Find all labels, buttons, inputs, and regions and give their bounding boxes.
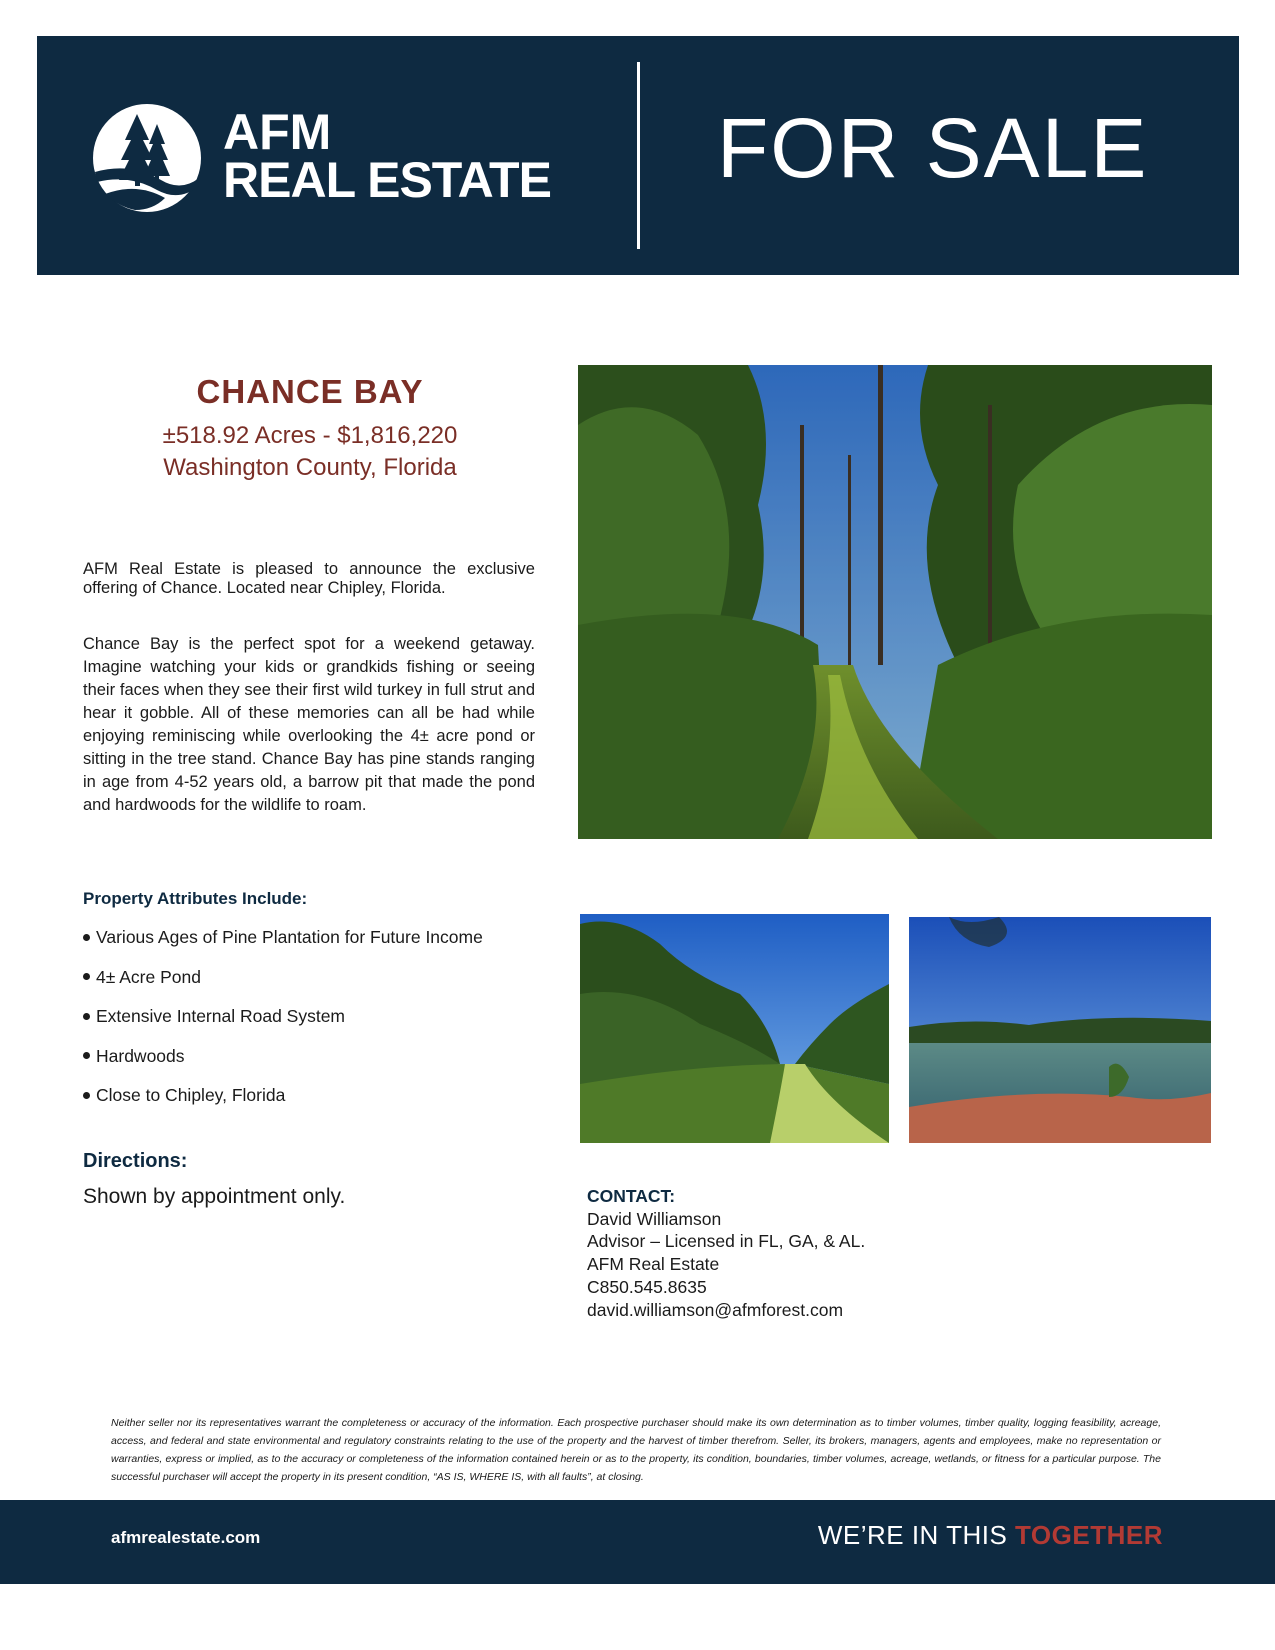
attribute-text: Extensive Internal Road System	[96, 1006, 346, 1026]
property-title-block	[80, 370, 540, 484]
contact-heading: CONTACT:	[587, 1186, 676, 1206]
bullet-dot-icon	[83, 934, 90, 941]
bullet-dot-icon	[83, 973, 90, 980]
directions-text: Shown by appointment only.	[83, 1185, 346, 1208]
attribute-text: Close to Chipley, Florida	[96, 1085, 286, 1105]
attribute-text: Various Ages of Pine Plantation for Future Income	[96, 927, 483, 947]
contact-title: Advisor – Licensed in FL, GA, & AL.	[587, 1231, 866, 1252]
bullet-dot-icon	[83, 1052, 90, 1059]
company-logo-text	[223, 104, 551, 208]
directions-heading: Directions:	[83, 1150, 188, 1172]
property-price: ±518.92 Acres - $1,816,220	[162, 422, 458, 449]
list-item	[83, 1004, 483, 1044]
list-item	[83, 925, 483, 965]
description-paragraph: Chance Bay is the perfect spot for a weekend getaway. Imagine watching your kids or grandkids fishing or seeing their faces when they see their first wild turkey in full strut and hear it gobble. All of these memories can all be had while enjoying reminiscing while overlooking the 4± acre pond or sitting in the tree stand. Chance Bay has pine stands ranging in age from 4-52 years old, a barrow pit that made the pond and hardwoods for the wildlife to roam.	[83, 635, 535, 814]
attributes-list	[83, 925, 483, 1123]
footer-bar	[0, 1500, 1275, 1584]
header-banner	[37, 36, 1239, 275]
list-item	[83, 965, 483, 1005]
contact-phone[interactable]: C850.545.8635	[587, 1276, 707, 1297]
pond-photo	[909, 917, 1211, 1143]
logo-line-1: AFM	[223, 104, 332, 160]
logo-line-2: REAL ESTATE	[223, 152, 551, 208]
property-location: Washington County, Florida	[163, 454, 457, 481]
for-sale-banner: FOR SALE	[717, 101, 1149, 195]
property-name: CHANCE BAY	[196, 373, 424, 410]
website-link[interactable]: afmrealestate.com	[111, 1528, 261, 1547]
pine-road-photo	[580, 914, 889, 1143]
footer-tagline	[818, 1520, 1163, 1551]
contact-email[interactable]: david.williamson@afmforest.com	[587, 1299, 844, 1320]
forest-trail-photo	[578, 365, 1212, 839]
list-item	[83, 1083, 483, 1123]
legal-disclaimer: Neither seller nor its representatives warrant the completeness or accuracy of the information. Each prospective purchaser should make its own determination as to timber volumes, timber quality, logging feasibility, acreage, access, and federal and state environmental and regulatory constraints relating to the use of the property and the harvest of timber therefrom. Seller, its brokers, managers, agents and employees, make no representation or warranties, express or implied, as to the accuracy or completeness of the information contained herein or as to the property, its condition, boundaries, timber volumes, acreage, wetlands, or fitness for a particular purpose. The successful purchaser will accept the property in its present condition, “AS IS, WHERE IS, with all faults”, at closing.	[111, 1417, 1161, 1483]
bullet-dot-icon	[83, 1013, 90, 1020]
attribute-text: Hardwoods	[96, 1045, 185, 1066]
contact-block	[587, 1185, 865, 1321]
bullet-dot-icon	[83, 1092, 90, 1099]
tagline-accent: TOGETHER	[1015, 1520, 1163, 1550]
header-divider	[637, 62, 640, 249]
attribute-text: 4± Acre Pond	[96, 966, 201, 987]
attributes-heading: Property Attributes Include:	[83, 889, 308, 908]
contact-company: AFM Real Estate	[587, 1254, 720, 1275]
tagline-prefix: WE’RE IN THIS	[817, 1520, 1016, 1550]
contact-name: David Williamson	[587, 1208, 722, 1229]
list-item	[83, 1044, 483, 1084]
intro-paragraph: AFM Real Estate is pleased to announce the exclusive offering of Chance. Located near Chipley, Florida.	[83, 560, 535, 597]
pine-tree-logo-icon	[91, 102, 203, 214]
